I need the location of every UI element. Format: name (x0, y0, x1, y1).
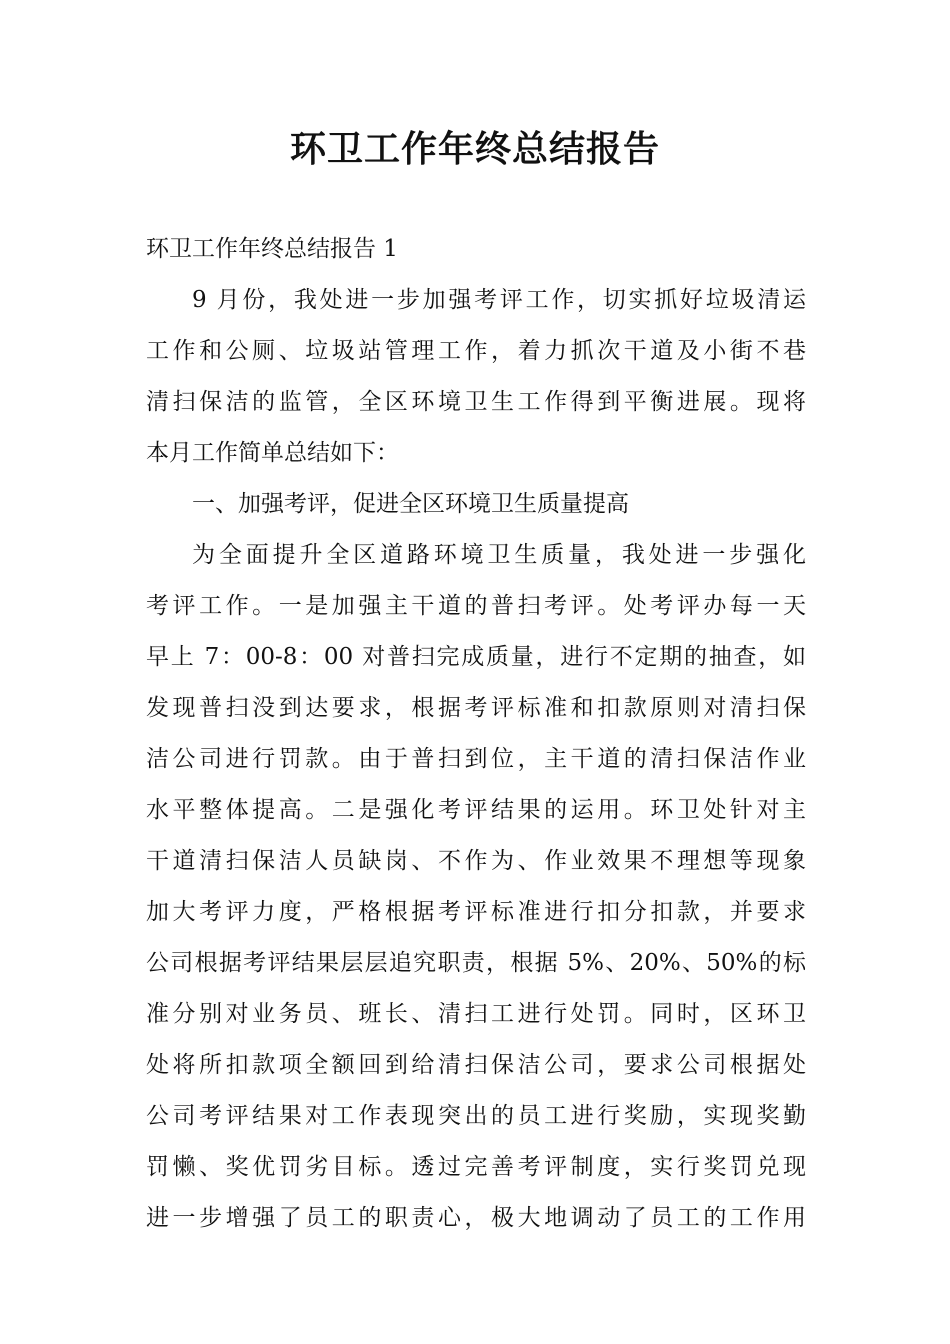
paragraph-2-line: 公司考评结果对工作表现突出的员工进行奖励，实现奖勤 (146, 1103, 806, 1129)
subheading: 一、加强考评，促进全区环境卫生质量提高 (192, 491, 629, 517)
paragraph-2-line: 准分别对业务员、班长、清扫工进行处罚。同时，区环卫 (146, 1001, 806, 1027)
paragraph-2-line: 考评工作。一是加强主干道的普扫考评。处考评办每一天 (146, 593, 806, 619)
paragraph-2-line: 公司根据考评结果层层追究职责，根据 5%、20%、50%的标 (146, 950, 806, 976)
paragraph-2-line: 罚懒、奖优罚劣目标。透过完善考评制度，实行奖罚兑现 (146, 1154, 806, 1180)
document-title: 环卫工作年终总结报告 (289, 129, 660, 170)
paragraph-1-line: 工作和公厕、垃圾站管理工作，着力抓次干道及小街不巷 (146, 338, 806, 364)
document-body (146, 224, 806, 1244)
paragraph-2-line: 加大考评力度，严格根据考评标准进行扣分扣款，并要求 (146, 899, 806, 925)
paragraph-2-line: 水平整体提高。二是强化考评结果的运用。环卫处针对主 (146, 797, 806, 823)
paragraph-2-line: 洁公司进行罚款。由于普扫到位，主干道的清扫保洁作业 (146, 746, 806, 772)
paragraph-1 (146, 275, 806, 479)
section-heading: 环卫工作年终总结报告 1 (146, 236, 398, 262)
paragraph-2-line: 干道清扫保洁人员缺岗、不作为、作业效果不理想等现象 (146, 848, 806, 874)
paragraph-1-line: 本月工作简单总结如下： (146, 440, 399, 466)
paragraph-2-line: 早上 7：00-8：00 对普扫完成质量，进行不定期的抽查，如 (146, 644, 806, 670)
paragraph-2 (146, 530, 806, 1244)
paragraph-2-line: 处将所扣款项全额回到给清扫保洁公司，要求公司根据处 (146, 1052, 806, 1078)
paragraph-2-line: 发现普扫没到达要求，根据考评标准和扣款原则对清扫保 (146, 695, 806, 721)
paragraph-1-line: 9 月份，我处进一步加强考评工作，切实抓好垃圾清运 (192, 287, 806, 313)
paragraph-2-line: 为全面提升全区道路环境卫生质量，我处进一步强化 (192, 542, 806, 568)
paragraph-2-line: 进一步增强了员工的职责心，极大地调动了员工的工作用 (146, 1205, 806, 1231)
paragraph-1-line: 清扫保洁的监管，全区环境卫生工作得到平衡进展。现将 (146, 389, 806, 415)
